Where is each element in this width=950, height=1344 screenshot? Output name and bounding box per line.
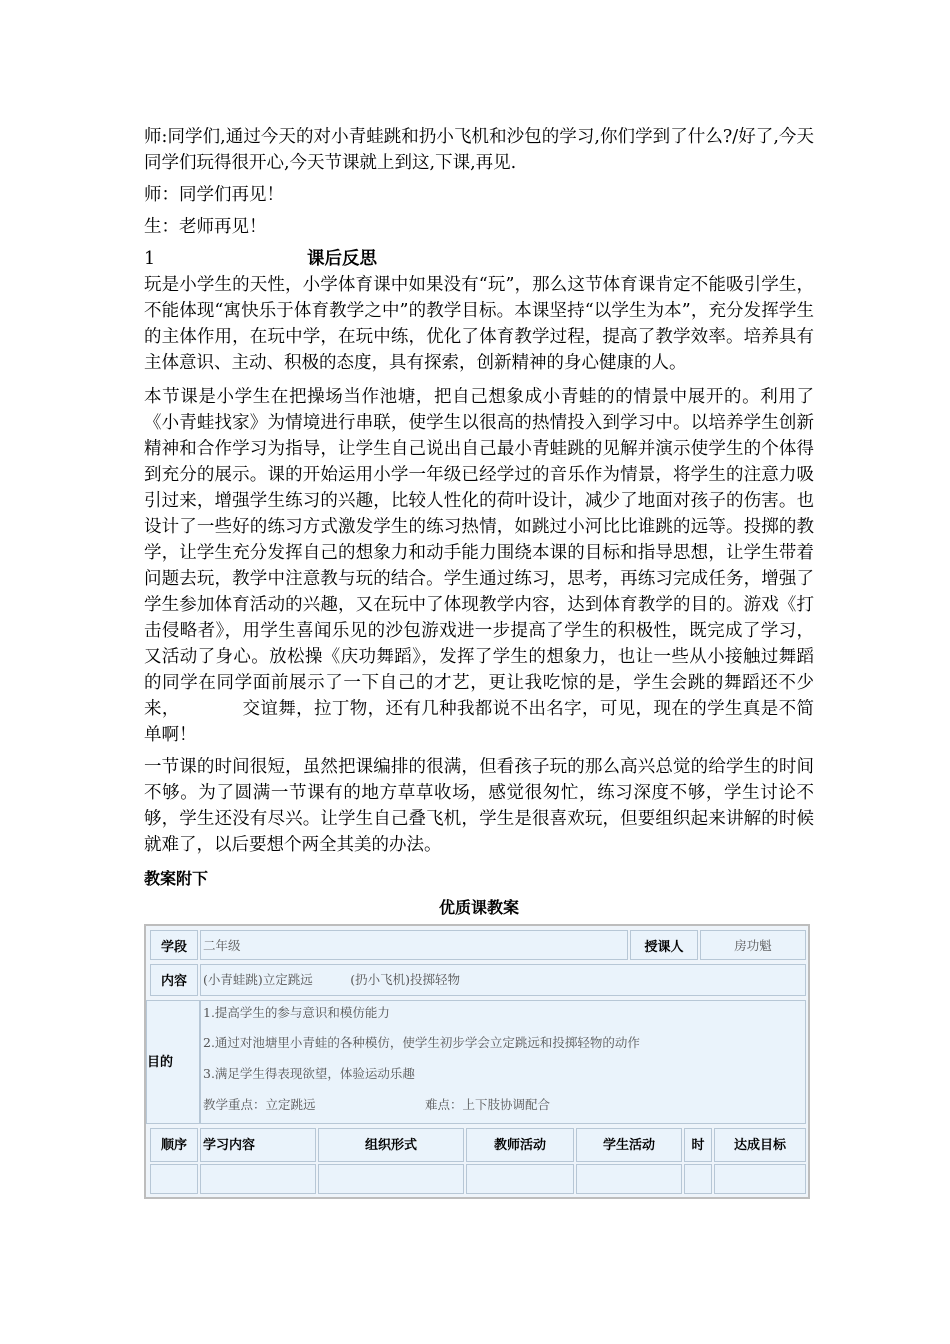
student-goodbye: 生：老师再见！ [144,217,267,237]
table-cell [150,1164,198,1194]
column-header: 时 [684,1128,712,1162]
table-cell [684,1164,712,1194]
key-point: 教学重点：立定跳远 [203,1097,316,1112]
goal-item: 1.提高学生的参与意识和模仿能力 [203,1005,390,1020]
section-number: 1 [144,249,156,269]
document-page [144,124,814,1153]
table-cell [200,1164,316,1194]
reflection-paragraph-2: 本节课是小学生在把操场当作池塘，把自己想象成小青蛙的的情景中展开的。利用了《小青蛙找家》为情境进行串联，使学生以很高的热情投入到学习中。以培养学生创新精神和合作学习为指导，让学生自己说出自己最小青蛙跳的见解并演示使学生的个体得到充分的展示。课的开始运用小学一年级已经学过的音乐作为情景，将学生的注意力吸引过来，增强学生练习的兴趣，比较人性化的荷叶设计，减少了地面对孩子的伤害。也设计了一些好的练习方式激发学生的练习热情，如跳过小河比比谁跳的远等。投掷的教学，让学生充分发挥自己的想象力和动手能力围绕本课的目标和指导思想，让学生带着问题去玩，教学中注意教与玩的结合。学生通过练习，思考，再练习完成任务，增强了学生参加体育活动的兴趣，又在玩中了体现教学内容，达到体育教学的目的。游戏《打击侵略者》，用学生喜闻乐见的沙包游戏进一步提高了学生的积极性，既完成了学习，又活动了身心。放松操《庆功舞蹈》，发挥了学生的想象力，也让一些从小接触过舞蹈的同学在同学面前展示了一下自己的才艺，更让我吃惊的是，学生会跳的舞蹈还不少来， 交谊舞，拉丁物，还有几种我都说不出名字，可见，现在的学生真是不简单啊！ [144,387,814,745]
table-cell [576,1164,682,1194]
table-cell [714,1164,806,1194]
goal-item: 2.通过对池塘里小青蛙的各种模仿，使学生初步学会立定跳远和投掷轻物的动作 [203,1035,640,1050]
column-header: 学生活动 [576,1128,682,1162]
column-header: 组织形式 [318,1128,464,1162]
lesson-plan-title: 优质课教案 [438,898,519,917]
grade-label-cell: 学段 [150,930,198,960]
reflection-paragraph-3: 一节课的时间很短，虽然把课编排的很满，但看孩子玩的那么高兴总觉的给学生的时间不够。为了圆满一节课有的地方草草收场，感觉很匆忙，练习深度不够，学生讨论不够，学生还没有尽兴。让学生自己叠飞机，学生是很喜欢玩，但要组织起来讲解的时候就难了，以后要想个两全其美的办法。 [144,757,814,855]
goal-label-cell: 目的 [146,1000,200,1124]
teacher-value-cell: 房功魁 [700,930,806,960]
appendix-label: 教案附下 [144,869,209,888]
column-header: 教师活动 [466,1128,574,1162]
goal-item: 3.满足学生得表现欲望，体验运动乐趣 [203,1066,415,1081]
teacher-label-cell: 授课人 [630,930,698,960]
reflection-heading [144,246,814,272]
table-cell [318,1164,464,1194]
section-title: 课后反思 [307,249,377,269]
grade-value-cell: 二年级 [200,930,628,960]
content-value-cell: (小青蛙跳)立定跳远 (扔小飞机)投掷轻物 [200,964,806,996]
column-header: 达成目标 [714,1128,806,1162]
table-cell [466,1164,574,1194]
teacher-summary: 师:同学们,通过今天的对小青蛙跳和扔小飞机和沙包的学习,你们学到了什么?/好了,今天同学们玩得很开心,今天节课就上到这,下课,再见. [144,127,814,173]
column-header: 学习内容 [200,1128,316,1162]
goal-content-cell [200,1000,806,1124]
content-label-cell: 内容 [150,964,198,996]
lesson-plan-table [144,924,810,1199]
teacher-goodbye: 师：同学们再见！ [144,185,284,205]
difficulty: 难点：上下肢协调配合 [425,1097,551,1112]
column-header: 顺序 [150,1128,198,1162]
reflection-paragraph-1: 玩是小学生的天性，小学体育课中如果没有“玩”，那么这节体育课肯定不能吸引学生，不能体现“寓快乐于体育教学之中”的教学目标。本课坚持“以学生为本”，充分发挥学生的主体作用，在玩中学，在玩中练，优化了体育教学过程，提高了教学效率。培养具有主体意识、主动、积极的态度，具有探索，创新精神的身心健康的人。 [144,275,814,373]
